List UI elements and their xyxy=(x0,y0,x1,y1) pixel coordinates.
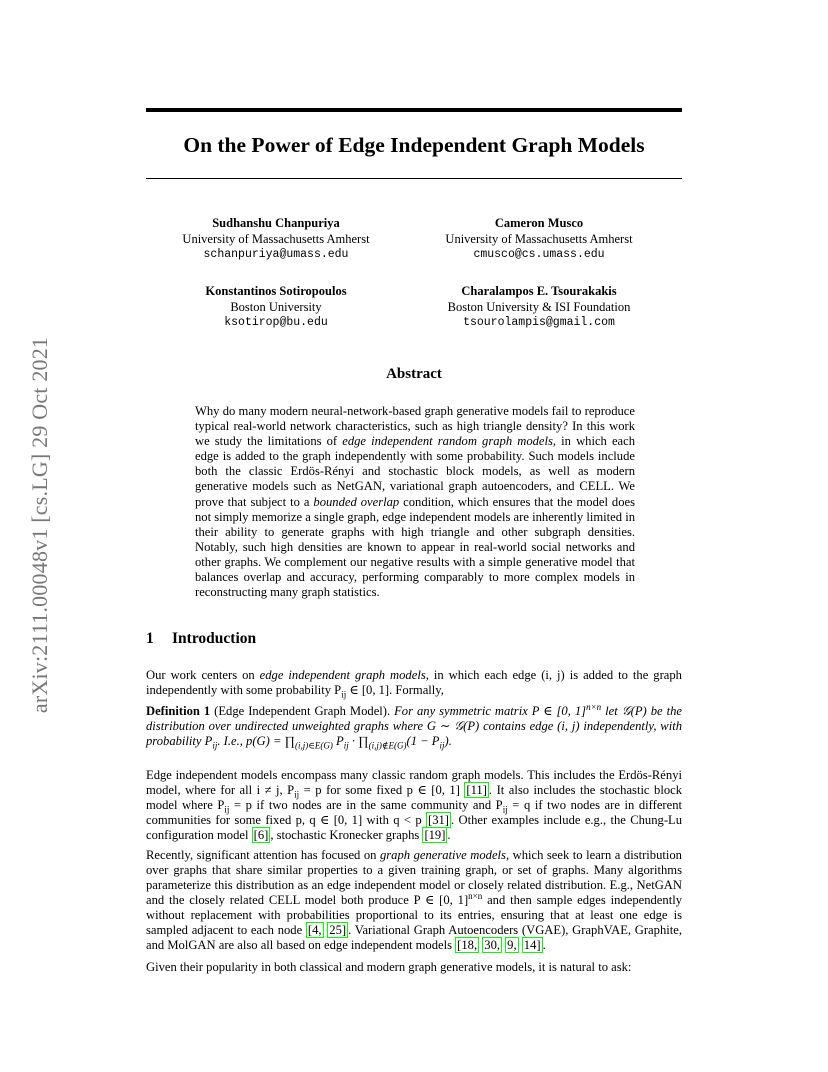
arxiv-sidebar xyxy=(20,290,60,760)
citation-link[interactable]: 30, xyxy=(484,938,501,952)
author-block xyxy=(409,216,669,263)
definition-block: Definition 1 (Edge Independent Graph Model). For any symmetric matrix P ∈ [0, 1]$^{n\times n}$ let 𝒢(P) be the distribution over undirected unweighted graphs where G ∼ 𝒢(P) contains edge (i, j) independently, with probability $P_{ij}$. I.e., $p(G) = \prod_{(i,j)\in E(G)}$ $P_{ij}$ · $\prod_{(i,j)\notin E(G)}(1 - P_{ij})$. xyxy=(146,701,682,751)
author-block xyxy=(409,284,669,331)
citation-link[interactable]: 9, xyxy=(507,938,517,952)
author-affiliation: University of Massachusetts Amherst xyxy=(182,231,370,246)
author-affiliation: Boston University & ISI Foundation xyxy=(447,299,631,314)
author-email[interactable]: tsourolampis@gmail.com xyxy=(463,316,615,329)
author-email[interactable]: cmusco@cs.umass.edu xyxy=(473,248,605,261)
citation-link[interactable]: [19] xyxy=(424,828,446,842)
citation-link[interactable]: [4, xyxy=(307,923,322,937)
author-name: Sudhanshu Chanpuriya xyxy=(212,216,340,230)
citation-link[interactable]: [31] xyxy=(428,813,449,827)
author-block xyxy=(146,284,406,331)
abstract-heading: Abstract xyxy=(386,366,442,382)
author-affiliation: Boston University xyxy=(230,299,322,314)
author-name: Konstantinos Sotiropoulos xyxy=(205,284,347,298)
arxiv-identifier[interactable]: arXiv:2111.00048v1 [cs.LG] 29 Oct 2021 xyxy=(27,336,52,714)
author-name: Cameron Musco xyxy=(494,216,584,230)
paragraph: Given their popularity in both classical and modern graph generative models, it is natural to ask: xyxy=(146,960,632,974)
author-block xyxy=(146,216,406,263)
citation-link[interactable]: [6] xyxy=(253,828,269,842)
paper-title: On the Power of Edge Independent Graph Models xyxy=(183,133,645,157)
author-email[interactable]: schanpuriya@umass.edu xyxy=(203,248,349,261)
paragraph: Our work centers on edge independent graph models, in which each edge (i, j) is added to the graph independently with some probability $P_{ij}$ ∈ [0, 1]. Formally, xyxy=(146,668,682,700)
title-rule-top xyxy=(146,108,682,112)
citation-link[interactable]: 14] xyxy=(523,938,541,952)
author-email[interactable]: ksotirop@bu.edu xyxy=(224,316,328,329)
citation-link[interactable]: [11] xyxy=(466,783,487,797)
citation-link[interactable]: 25] xyxy=(329,923,347,937)
section-number: 1 xyxy=(146,630,154,647)
paragraph: Edge independent models encompass many classic random graph models. This includes the Erdös-Rényi model, where for all i ≠ j, $P_{ij} = p$ for some fixed p ∈ [0, 1] [11] . It also includes the stochastic block model where $P_{ij} = p$ if two nodes are in the same community and $P_{ij} = q$ if two nodes are in different communities for some fixed p, q ∈ [0, 1] with q < p [31] . Other examples include e.g., the Chung-Lu configuration model [6] , stochastic Kronecker graphs [19] . xyxy=(146,768,683,842)
section-heading xyxy=(146,630,256,648)
title-rule-bottom xyxy=(146,178,682,179)
author-name: Charalampos E. Tsourakakis xyxy=(461,284,617,298)
paragraph: Recently, significant attention has focused on graph generative models, which seek to learn a distribution over graphs that share similar properties to a given training graph, or set of graphs. Many algorithms parameterize this distribution as an edge independent model or closely related distribution. E.g., NetGAN and the closely related CELL model both produce P ∈ [0, 1]$^{n\times n}$ and then sample edges independently without replacement with probabilities proportional to its entries, ensuring that at least one edge is sampled adjacent to each node [4, 25] . Variational Graph Autoencoders (VGAE), GraphVAE, Graphite, and MolGAN are also all based on edge independent models [18, 30, 9, 14] . xyxy=(146,848,682,952)
abstract-text: Why do many modern neural-network-based graph generative models fail to reproduce typical real-world network characteristics, such as high triangle density? In this work we study the limitations of edge independent random graph models, in which each edge is added to the graph independently with some probability. Such models include both the classic Erdös-Rényi and stochastic block models, as well as modern generative models such as NetGAN, variational graph autoencoders, and CELL. We prove that subject to a bounded overlap condition, which ensures that the model does not simply memorize a single graph, edge independent models are inherently limited in their ability to generate graphs with high triangle and other subgraph densities. Notably, such high densities are known to appear in real-world social networks and other graphs. We complement our negative results with a simple generative model that balances overlap and accuracy, performing comparably to more complex models in reconstructing many graph statistics. xyxy=(195,404,636,600)
citation-link[interactable]: [18, xyxy=(457,938,478,952)
author-affiliation: University of Massachusetts Amherst xyxy=(445,231,633,246)
section-title: Introduction xyxy=(172,630,257,647)
